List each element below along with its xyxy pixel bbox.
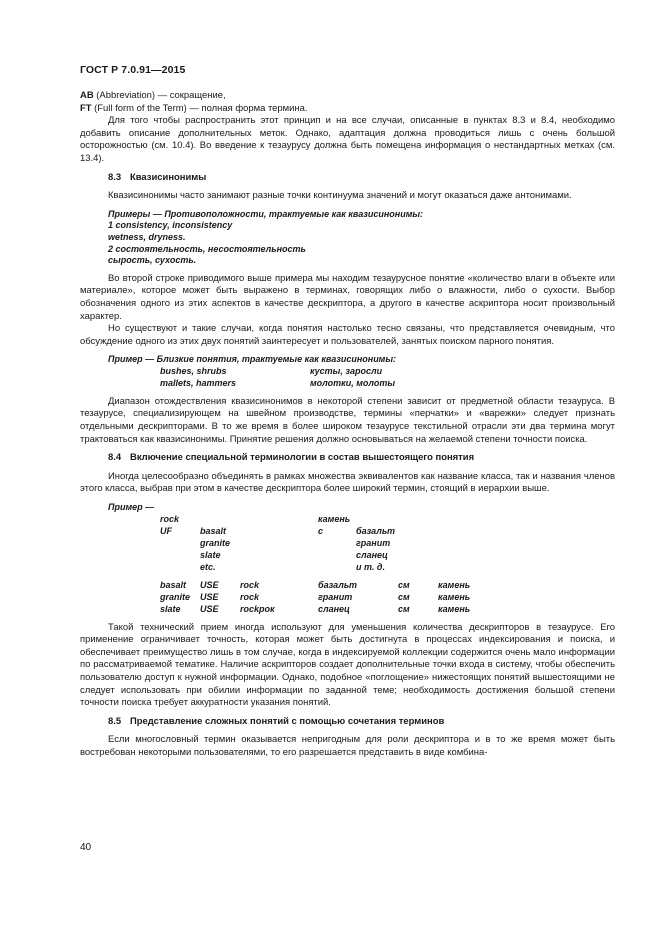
use-term-ru: гранит — [318, 591, 353, 602]
example-en: mallets, hammers — [160, 377, 237, 388]
paragraph: Но существуют и такие случаи, когда понятия настолько тесно связаны, что представляется очевидным, что обсуждение одного из этих двух понятий заинтересует и пользователей, занятых поиском парного понятия. — [80, 323, 615, 347]
use-label-ru: см — [398, 579, 410, 590]
example-block — [80, 354, 615, 390]
use-term-ru: базальт — [318, 579, 358, 590]
term-slanec: сланец — [356, 549, 388, 560]
term-rock: rock — [160, 513, 180, 524]
section-title: Включение специальной терминологии в состав вышестоящего понятия — [130, 452, 475, 464]
thesaurus-entry-table — [80, 514, 615, 574]
example-title: Пример — — [108, 502, 155, 513]
ab-term: AB — [80, 90, 94, 101]
example-table — [80, 366, 615, 390]
section-title: Представление сложных понятий с помощью сочетания терминов — [130, 715, 445, 727]
example-en: bushes, shrubs — [160, 365, 227, 376]
use-term: granite — [160, 591, 191, 602]
use-term: slate — [160, 603, 181, 614]
use-target-ru: камень — [438, 591, 471, 602]
term-slate: slate — [200, 549, 221, 560]
section-number: 8.4 — [108, 452, 122, 464]
term-bazalt: базальт — [356, 525, 396, 536]
use-label: USE — [200, 579, 219, 590]
document-body — [80, 90, 615, 760]
example-block — [80, 502, 615, 616]
use-target: rock — [240, 579, 260, 590]
use-label: USE — [200, 603, 219, 614]
intro-paragraph: Для того чтобы распространить этот принцип и на все случаи, описанные в пунктах 8.3 и 8.4, необходимо добавить описание дополнительных меток. Однако, адаптация должна проводиться лишь с очень большой осторожностью (см. 10.4). Во введение к тезаурусу должна быть помещена информация о нестандартных метках (см. 13.4). — [80, 115, 615, 164]
paragraph: Во второй строке приводимого выше примера мы находим тезаурусное понятие «количество влаги в объекте или материале», которое может быть выражено в терминах, говорящих либо о влажности, либо о сухости. Выбор обозначения одного из этих аспектов в качестве дескриптора, а другого в качестве аскриптора носит произвольный характер. — [80, 272, 615, 322]
use-target-ru: камень — [438, 603, 471, 614]
example-line: сырость, сухость. — [108, 255, 197, 266]
term-itd: и т. д. — [356, 561, 385, 572]
example-block — [80, 209, 615, 267]
example-ru: молотки, молоты — [310, 377, 396, 388]
example-ru: кусты, заросли — [310, 365, 383, 376]
term-granite: granite — [200, 537, 231, 548]
document-header: ГОСТ Р 7.0.91—2015 — [80, 64, 186, 76]
ft-text: (Full form of the Term) — полная форма термина. — [91, 102, 308, 114]
section-heading-8-5 — [80, 716, 615, 729]
use-table — [80, 580, 615, 616]
paragraph: Квазисинонимы часто занимают разные точки континуума значений и могут оказаться даже антонимами. — [108, 190, 572, 202]
page-number: 40 — [80, 842, 92, 853]
ft-term: FT — [80, 102, 92, 114]
abbreviation-ab — [80, 90, 615, 103]
use-target-ru: камень — [438, 579, 471, 590]
use-target: rockрок — [240, 603, 275, 614]
example-line: wetness, dryness. — [108, 231, 186, 242]
example-line: 2 состоятельность, несостоятельность — [108, 243, 306, 254]
term-etc: etc. — [200, 561, 216, 572]
section-title: Квазисинонимы — [130, 171, 207, 183]
paragraph: Такой технический прием иногда используют для уменьшения количества дескрипторов в тезаурусе. Его применение ограничивает точность, которая может быть достигнута в процессах индексирования и поиска, и обеспечивает преимущество лишь в том случае, когда в индексируемой коллекции содержится очень мало информации по рассматриваемой тематике. Наличие аскрипторов создает дополнительные точки входа в систему, чтобы обеспечить пользователю доступ к нужной информации. Однако, подобное «поглощение» нижестоящих понятий вышестоящими не следует использовать при обилии информации по заданной теме; необходимость достижения большой степени точности поиска требует аккуратности указания понятий. — [80, 621, 615, 709]
term-basalt: basalt — [200, 525, 227, 536]
example-title: Примеры — Противоположности, трактуемые как квазисинонимы: — [108, 208, 424, 219]
label-c: с — [318, 525, 324, 536]
use-term-ru: сланец — [318, 603, 350, 614]
paragraph: Диапазон отождествления квазисинонимов в некоторой степени зависит от предметной области тезауруса. В тезаурусе, специализирующем на швейном производстве, термины «перчатки» и «варежки» следует признать отдельными дескрипторами. В то же время в более широком тезаурусе текстильной отрасли эти два термина могут трактоваться как квазисинонимы. Принятие решения должно основываться на желаемой степени точности поиска. — [80, 395, 615, 445]
use-target: rock — [240, 591, 260, 602]
section-number: 8.5 — [108, 715, 122, 727]
ab-text: (Abbreviation) — сокращение, — [93, 90, 226, 101]
example-title: Пример — Близкие понятия, трактуемые как квазисинонимы: — [108, 354, 397, 365]
paragraph: Иногда целесообразно объединять в рамках множества эквивалентов как название класса, так и названия членов этого класса, выбрав при этом в качестве дескриптора более широкий термин, стоящий в иерархии выше. — [80, 470, 615, 495]
example-line: 1 consistency, inconsistency — [108, 220, 233, 231]
term-granit: гранит — [356, 537, 391, 548]
use-label: USE — [200, 591, 219, 602]
use-term: basalt — [160, 579, 187, 590]
paragraph: Если многословный термин оказывается непригодным для роли дескриптора и в то же время может быть востребован некоторыми пользователями, то его разрешается представить в виде комбина- — [80, 734, 615, 758]
label-uf: UF — [160, 525, 172, 536]
use-label-ru: см — [398, 603, 410, 614]
section-heading-8-4 — [80, 452, 615, 465]
term-kamen: камень — [318, 513, 351, 524]
abbreviation-ft — [80, 103, 615, 116]
section-number: 8.3 — [108, 171, 122, 183]
use-label-ru: см — [398, 591, 410, 602]
section-heading-8-3 — [80, 172, 615, 185]
